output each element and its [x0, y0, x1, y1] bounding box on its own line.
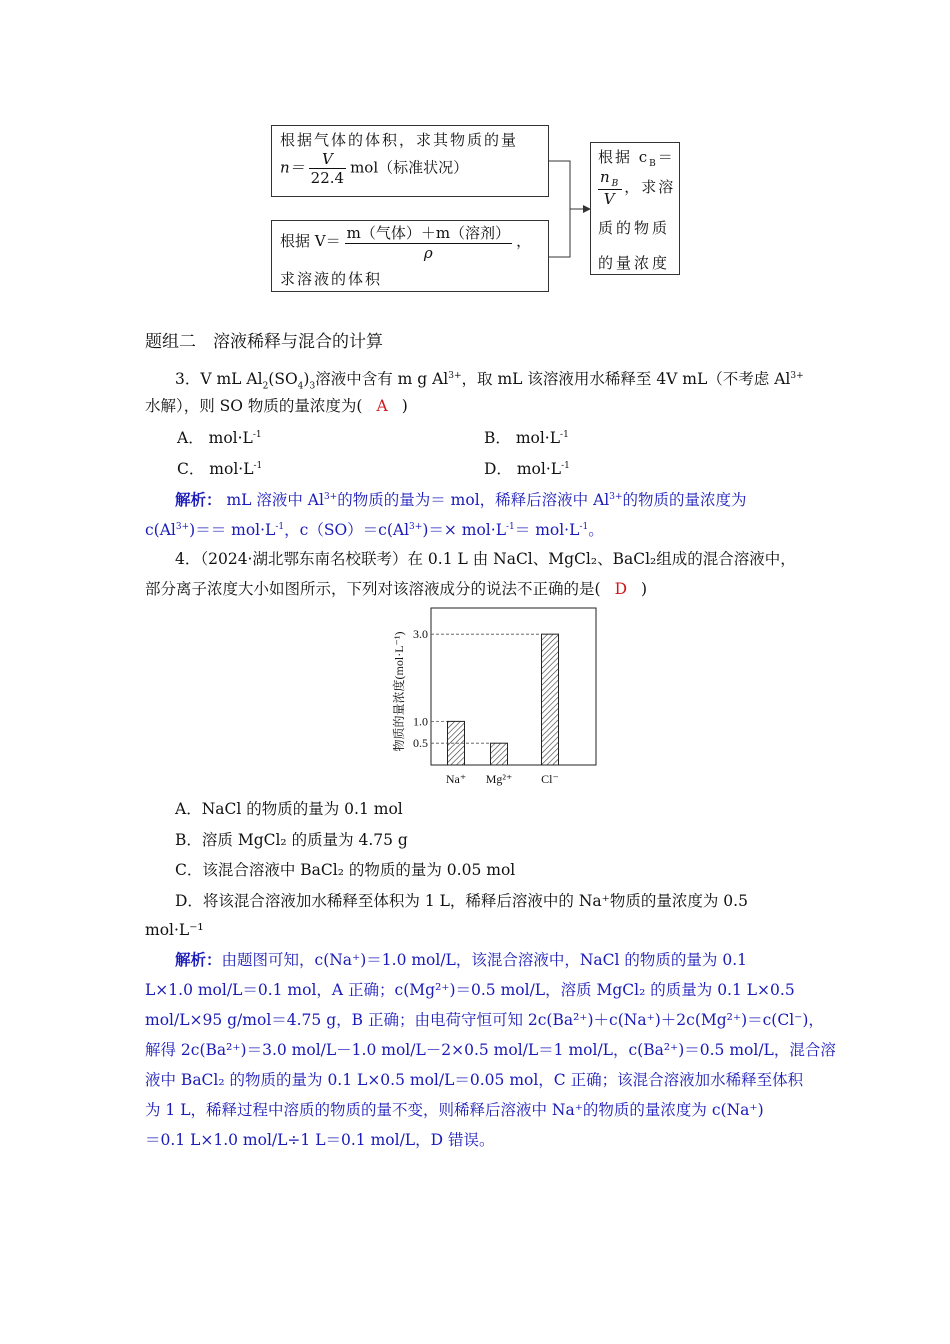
q3-b: (SO	[268, 370, 298, 389]
q3-sub2: 2	[262, 381, 269, 392]
q3-answer: A	[376, 397, 388, 415]
q3-an-2a: c(Al	[145, 521, 176, 540]
frac-num: V	[309, 150, 346, 169]
q4-analysis-6: 为 1 L，稀释过程中溶质的物质的量不变，则稀释后溶液中 Na⁺的物质的量浓度为 c(Na⁺)	[145, 1101, 764, 1119]
q4-answer: D	[614, 580, 627, 598]
q4-analysis-5: 液中 BaCl₂ 的物质的量为 0.1 L×0.5 mol/L＝0.05 mol，C 正确；该混合溶液加水稀释至体积	[145, 1071, 804, 1089]
conc-line4: 的量浓度	[598, 254, 671, 272]
q3-an-1a: mL 溶液中 Al	[221, 491, 324, 510]
conc-line3: 质的物质	[598, 219, 671, 237]
y-axis-label: 物质的量浓度(mol·L⁻¹)	[392, 631, 406, 752]
q4-stem-1: 4．（2024·湖北鄂东南名校联考）在 0.1 L 由 NaCl、MgCl₂、BaCl₂组成的混合溶液中，	[175, 550, 796, 568]
mass-over-density	[345, 222, 512, 262]
q4-analysis-7: ＝0.1 L×1.0 mol/L÷1 L＝0.1 mol/L，D 错误。	[145, 1131, 495, 1149]
solution-volume-line2: 求溶液的体积	[280, 270, 383, 288]
q4-stem-2	[145, 578, 815, 600]
q4-option-d-2: mol·L⁻¹	[145, 921, 204, 939]
opt-d-sup: -1	[561, 460, 570, 471]
frac-num: n	[600, 168, 612, 186]
opt-b-text: B． mol·L	[484, 429, 561, 447]
q3-analysis-label: 解析：	[175, 490, 222, 510]
conc-line1-end: ＝	[657, 148, 675, 166]
conc-line2	[598, 168, 675, 208]
comma: ，	[516, 232, 532, 250]
section-title: 题组二 溶液稀释与混合的计算	[145, 332, 383, 352]
frac-num: m（气体）＋m（溶剂）	[346, 224, 511, 242]
ion-concentration-chart	[385, 604, 600, 792]
q3-an-2f: 。	[588, 521, 604, 540]
q4-option-c: C．该混合溶液中 BaCl₂ 的物质的量为 0.05 mol	[175, 861, 516, 879]
q3-a: 3．V mL Al	[175, 370, 263, 389]
q3-an-sup4: 3+	[409, 522, 423, 532]
unit-std: mol（标准状况）	[350, 158, 469, 177]
q3-d: 溶液中含有 m g Al	[315, 370, 449, 389]
frac-den: V	[603, 190, 617, 208]
frac-num-sub: B	[611, 179, 621, 189]
y-tick-label: 3.0	[413, 627, 428, 642]
q3-analysis-1	[175, 486, 815, 511]
gas-volume-formula	[280, 150, 468, 187]
q3-c: )	[303, 370, 310, 389]
q3-e: ，取 mL 该溶液用水稀释至 4V mL（不考虑 Al	[461, 370, 791, 389]
q3-an-sup2: 3+	[609, 492, 623, 502]
q4-analysis-3: mol/L×95 g/mol＝4.75 g，B 正确；由电荷守恒可知 2c(Ba²⁺)＋c(Na⁺)＋2c(Mg²⁺)＝c(Cl⁻)，	[145, 1011, 824, 1029]
q3-close: )	[401, 397, 408, 415]
q3-an-neg3: -1	[579, 522, 589, 532]
q3-option-c	[177, 457, 262, 479]
opt-c-sup: -1	[253, 460, 263, 471]
q3-sup2: 3+	[790, 371, 804, 381]
q3-sub3: 3	[309, 381, 316, 392]
opt-a-text: A． mol·L	[177, 429, 253, 447]
opt-c-text: C． mol·L	[177, 460, 254, 478]
q3-sub4: 4	[297, 381, 304, 392]
q3-an-sup3: 3+	[175, 522, 190, 532]
opt-d-text: D． mol·L	[484, 460, 562, 478]
q3-line2: 水解），则 SO 物质的量浓度为(	[145, 397, 363, 415]
conc-line1-text: 根据 c	[598, 148, 650, 166]
q3-an-2c: ，c（SO）＝c(Al	[284, 521, 410, 540]
solution-volume-formula	[280, 222, 531, 262]
q3-stem	[175, 365, 815, 397]
y-tick-label: 0.5	[413, 736, 428, 751]
q4-close: )	[641, 580, 648, 598]
n-over-v	[598, 168, 622, 208]
q3-an-2b: )＝＝ mol·L	[189, 521, 276, 540]
q4-option-a: A．NaCl 的物质的量为 0.1 mol	[175, 800, 403, 818]
q3-option-d	[484, 457, 570, 479]
conc-line2-end: ，求溶	[624, 178, 676, 196]
q3-an-sup1: 3+	[323, 492, 338, 502]
frac-den: ρ	[423, 244, 433, 262]
q3-an-2d: )＝× mol·L	[422, 521, 506, 540]
q3-option-b	[484, 426, 569, 448]
opt-a-sup: -1	[252, 429, 262, 440]
v-prefix: 根据 V＝	[280, 232, 341, 250]
x-tick-label: Mg²⁺	[485, 772, 513, 786]
q3-an-neg1: -1	[275, 522, 285, 532]
opt-b-sup: -1	[560, 429, 569, 440]
q4-an-l1: 由题图可知，c(Na⁺)＝1.0 mol/L，该混合溶液中，NaCl 的物质的量为 0.1	[221, 951, 747, 969]
y-tick-label: 1.0	[413, 714, 428, 729]
q4-analysis-1	[175, 949, 815, 971]
q4-option-b: B．溶质 MgCl₂ 的质量为 4.75 g	[175, 831, 408, 849]
q4-line2: 部分离子浓度大小如图所示，下列对该溶液成分的说法不正确的是(	[145, 580, 601, 598]
conc-line1	[598, 146, 675, 169]
q3-an-1c: 的物质的量浓度为	[622, 491, 747, 510]
q3-stem-2	[145, 395, 815, 417]
n-equals: n＝	[280, 158, 305, 177]
q4-analysis-label: 解析：	[175, 950, 222, 969]
x-tick-label: Cl⁻	[541, 772, 559, 786]
q3-analysis-2	[145, 516, 815, 541]
flow-connector	[548, 150, 593, 270]
gas-volume-title: 根据气体的体积，求其物质的量	[280, 131, 519, 149]
bar-1	[491, 743, 508, 765]
q3-sup: 3+	[448, 371, 462, 381]
q4-option-d-1: D．将该混合溶液加水稀释至体积为 1 L，稀释后溶液中的 Na⁺物质的量浓度为 0.5	[175, 892, 748, 910]
q3-an-2e: ＝ mol·L	[514, 521, 580, 540]
frac-den: 22.4	[310, 169, 345, 187]
v-over-molar-volume	[309, 150, 346, 187]
conc-line1-sub: B	[649, 159, 658, 169]
q3-an-neg2: -1	[505, 522, 515, 532]
q4-analysis-2: L×1.0 mol/L＝0.1 mol，A 正确；c(Mg²⁺)＝0.5 mol/L，溶质 MgCl₂ 的质量为 0.1 L×0.5	[145, 981, 795, 999]
q3-option-a	[177, 426, 262, 448]
bar-2	[542, 634, 559, 765]
q3-an-1b: 的物质的量为＝ mol，稀释后溶液中 Al	[337, 491, 610, 510]
x-tick-label: Na⁺	[445, 772, 467, 786]
q4-analysis-4: 解得 2c(Ba²⁺)＝3.0 mol/L－1.0 mol/L－2×0.5 mol/L＝1 mol/L，c(Ba²⁺)＝0.5 mol/L，混合溶	[145, 1041, 836, 1059]
